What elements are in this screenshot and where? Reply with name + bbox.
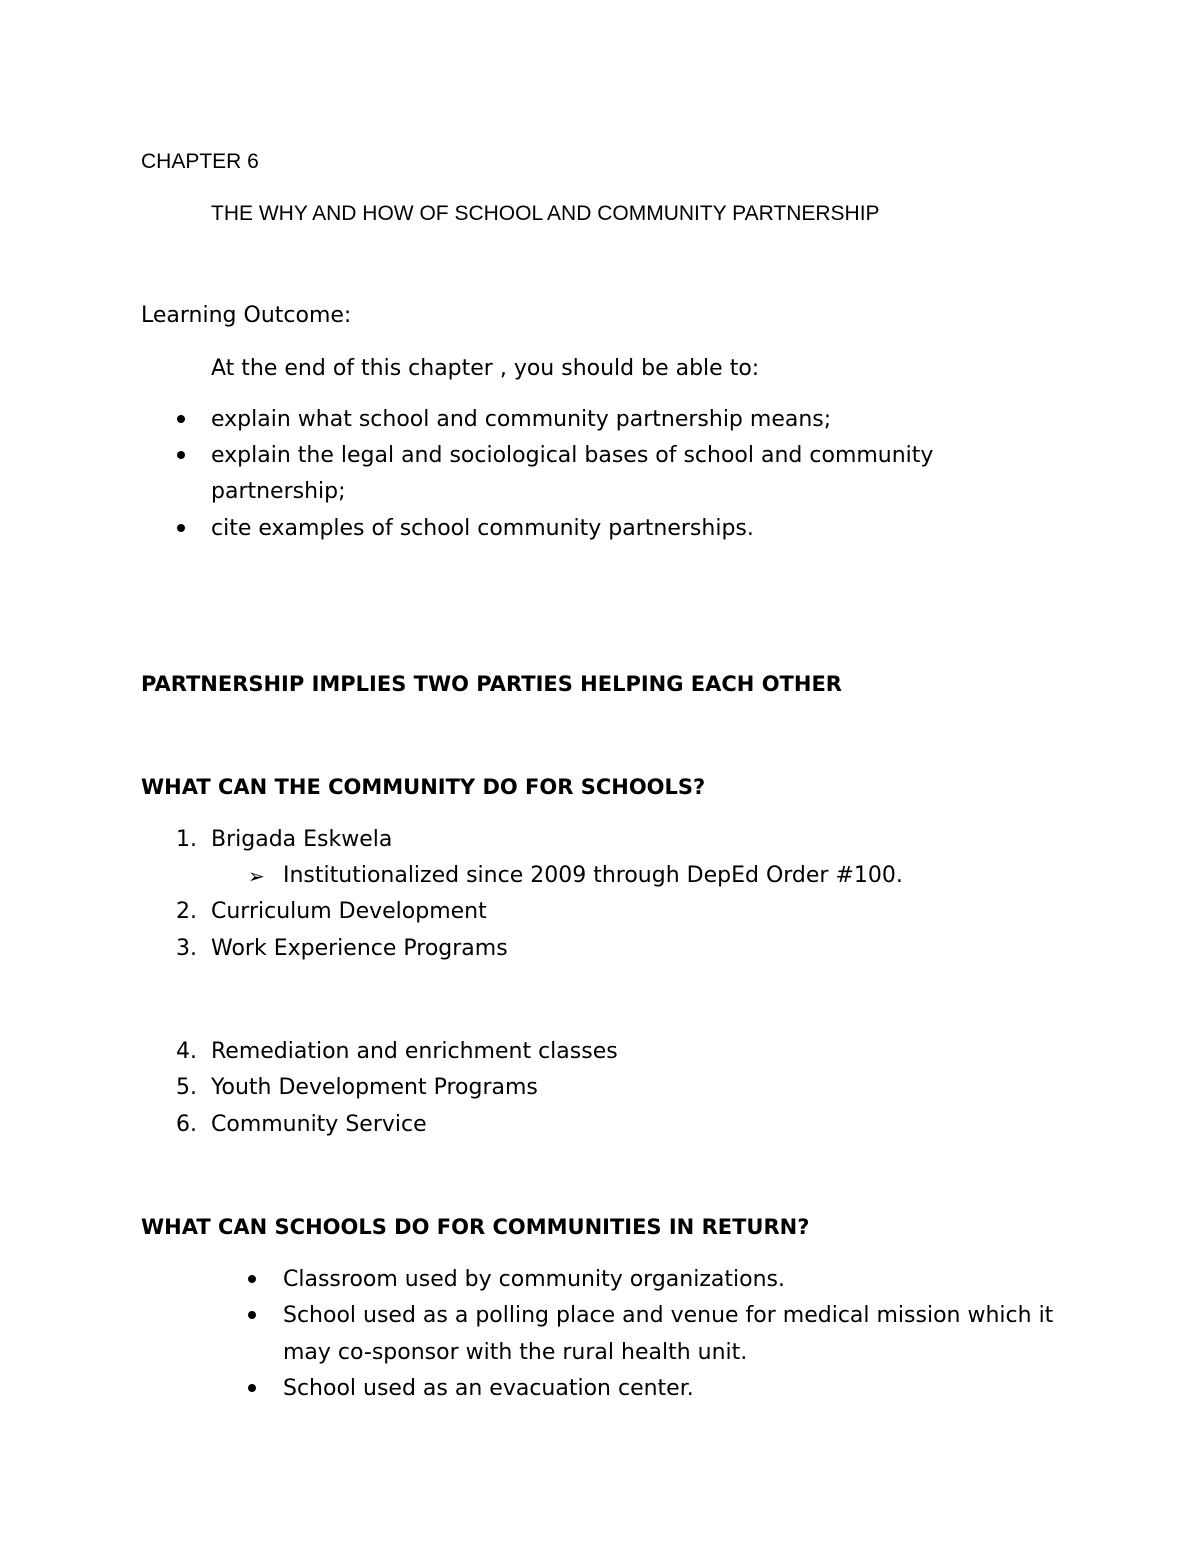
- bullet-icon: [177, 524, 185, 532]
- schools-list-item: School used as a polling place and venue for medical mission which it: [283, 1303, 1054, 1328]
- schools-list-item-continuation: may co-sponsor with the rural health unit.: [283, 1340, 748, 1365]
- arrow-bullet-icon: ➢: [248, 864, 265, 888]
- list-number: 6.: [176, 1112, 197, 1137]
- learning-outcome-heading: Learning Outcome:: [141, 303, 352, 328]
- schools-list-item: Classroom used by community organizations.: [283, 1267, 785, 1292]
- community-section-heading: WHAT CAN THE COMMUNITY DO FOR SCHOOLS?: [141, 775, 706, 799]
- list-number: 4.: [176, 1039, 197, 1064]
- bullet-icon: [177, 415, 185, 423]
- list-item: Youth Development Programs: [211, 1075, 538, 1100]
- chapter-label: CHAPTER 6: [141, 150, 259, 173]
- chapter-title: THE WHY AND HOW OF SCHOOL AND COMMUNITY PARTNERSHIP: [211, 202, 880, 225]
- bullet-icon: [248, 1275, 256, 1283]
- bullet-icon: [248, 1311, 256, 1319]
- sub-list-item: Institutionalized since 2009 through DepEd Order #100.: [283, 863, 903, 888]
- list-item: Work Experience Programs: [211, 936, 508, 961]
- list-number: 1.: [176, 827, 197, 852]
- list-number: 5.: [176, 1075, 197, 1100]
- learning-outcome-item: cite examples of school community partnerships.: [211, 516, 754, 541]
- list-item: Remediation and enrichment classes: [211, 1039, 618, 1064]
- list-number: 3.: [176, 936, 197, 961]
- learning-outcome-item: explain what school and community partnership means;: [211, 407, 832, 432]
- list-number: 2.: [176, 899, 197, 924]
- schools-list-item: School used as an evacuation center.: [283, 1376, 694, 1401]
- bullet-icon: [177, 451, 185, 459]
- partnership-heading: PARTNERSHIP IMPLIES TWO PARTIES HELPING EACH OTHER: [141, 672, 842, 696]
- learning-outcome-item-continuation: partnership;: [211, 479, 346, 504]
- learning-outcome-intro: At the end of this chapter , you should be able to:: [211, 356, 760, 381]
- schools-section-heading: WHAT CAN SCHOOLS DO FOR COMMUNITIES IN RETURN?: [141, 1215, 810, 1239]
- list-item: Curriculum Development: [211, 899, 487, 924]
- bullet-icon: [248, 1384, 256, 1392]
- list-item: Brigada Eskwela: [211, 827, 393, 852]
- learning-outcome-item: explain the legal and sociological bases of school and community: [211, 443, 934, 468]
- list-item: Community Service: [211, 1112, 427, 1137]
